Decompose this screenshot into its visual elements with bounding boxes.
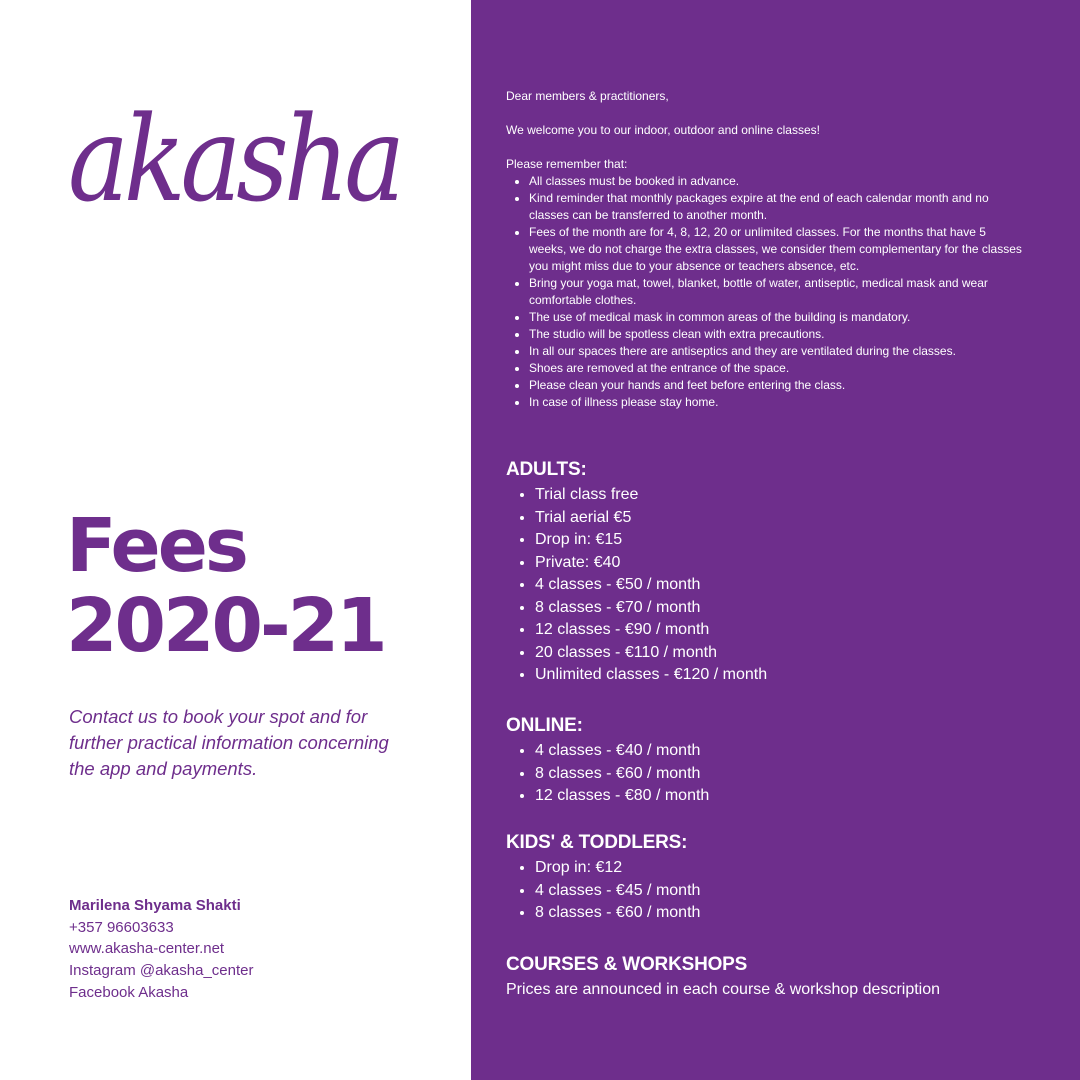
contact-instagram[interactable]: Instagram @akasha_center bbox=[69, 962, 254, 980]
letter-remember: Please remember that: bbox=[506, 157, 628, 171]
online-price-list bbox=[506, 740, 1066, 808]
list-item: • The use of medical mask in common areas of the building is mandatory. bbox=[529, 309, 1026, 326]
contact-phone[interactable]: +357 96603633 bbox=[69, 918, 174, 936]
adults-price-list bbox=[506, 484, 1066, 687]
list-item: • Kind reminder that monthly packages expire at the end of each calendar month and no classes can be transferred to another month. bbox=[529, 190, 1026, 224]
list-item: • 4 classes - €45 / month bbox=[535, 880, 1066, 903]
kids-section bbox=[506, 831, 1066, 925]
list-item: • Trial aerial €5 bbox=[535, 507, 1066, 530]
logo-text: akasha bbox=[68, 90, 400, 228]
members-letter bbox=[506, 88, 1026, 411]
rules-list bbox=[506, 173, 1026, 411]
list-item: • Private: €40 bbox=[535, 552, 1066, 575]
list-item: • In all our spaces there are antiseptics and they are ventilated during the classes. bbox=[529, 343, 1026, 360]
list-item: • Bring your yoga mat, towel, blanket, bottle of water, antiseptic, medical mask and wear comfortable clothes. bbox=[529, 275, 1026, 309]
title-line-fees: Fees bbox=[66, 503, 246, 589]
list-item: • Shoes are removed at the entrance of the space. bbox=[529, 360, 1026, 377]
letter-greeting: Dear members & practitioners, bbox=[506, 89, 669, 103]
list-item: • All classes must be booked in advance. bbox=[529, 173, 1026, 190]
kids-heading: KIDS' & TODDLERS: bbox=[506, 832, 688, 853]
online-section bbox=[506, 714, 1066, 808]
page-title bbox=[66, 503, 385, 669]
list-item: • 8 classes - €70 / month bbox=[535, 597, 1066, 620]
left-panel bbox=[0, 0, 471, 1080]
booking-note: Contact us to book your spot and for further practical information concerning the app and payments. bbox=[69, 706, 389, 779]
letter-welcome: We welcome you to our indoor, outdoor and online classes! bbox=[506, 123, 820, 137]
title-line-year: 2020-21 bbox=[66, 583, 385, 669]
akasha-logo bbox=[66, 82, 406, 242]
right-panel bbox=[471, 0, 1080, 1080]
list-item: • Trial class free bbox=[535, 484, 1066, 507]
list-item: • 20 classes - €110 / month bbox=[535, 642, 1066, 665]
contact-website[interactable]: www.akasha-center.net bbox=[69, 940, 225, 958]
contact-details bbox=[69, 895, 254, 1004]
courses-heading: COURSES & WORKSHOPS bbox=[506, 954, 748, 975]
list-item: • Unlimited classes - €120 / month bbox=[535, 664, 1066, 687]
list-item: • 4 classes - €50 / month bbox=[535, 574, 1066, 597]
list-item: • 4 classes - €40 / month bbox=[535, 740, 1066, 763]
list-item: • 8 classes - €60 / month bbox=[535, 763, 1066, 786]
adults-section bbox=[506, 458, 1066, 687]
contact-name: Marilena Shyama Shakti bbox=[69, 897, 241, 914]
list-item: • In case of illness please stay home. bbox=[529, 394, 1026, 411]
courses-note: Prices are announced in each course & workshop description bbox=[506, 981, 941, 998]
list-item: • Fees of the month are for 4, 8, 12, 20 or unlimited classes. For the months that have 5 weeks, we do not charge the extra classes, we consider them complementary for the classes you might miss due to your absence or teachers absence, etc. bbox=[529, 224, 1026, 275]
list-item: • 12 classes - €90 / month bbox=[535, 619, 1066, 642]
list-item: • 12 classes - €80 / month bbox=[535, 785, 1066, 808]
list-item: • Drop in: €15 bbox=[535, 529, 1066, 552]
list-item: • Please clean your hands and feet before entering the class. bbox=[529, 377, 1026, 394]
online-heading: ONLINE: bbox=[506, 715, 583, 736]
courses-section bbox=[506, 953, 1066, 1001]
list-item: • 8 classes - €60 / month bbox=[535, 902, 1066, 925]
kids-price-list bbox=[506, 857, 1066, 925]
adults-heading: ADULTS: bbox=[506, 459, 587, 480]
list-item: • Drop in: €12 bbox=[535, 857, 1066, 880]
list-item: • The studio will be spotless clean with extra precautions. bbox=[529, 326, 1026, 343]
contact-facebook[interactable]: Facebook Akasha bbox=[69, 983, 189, 1001]
